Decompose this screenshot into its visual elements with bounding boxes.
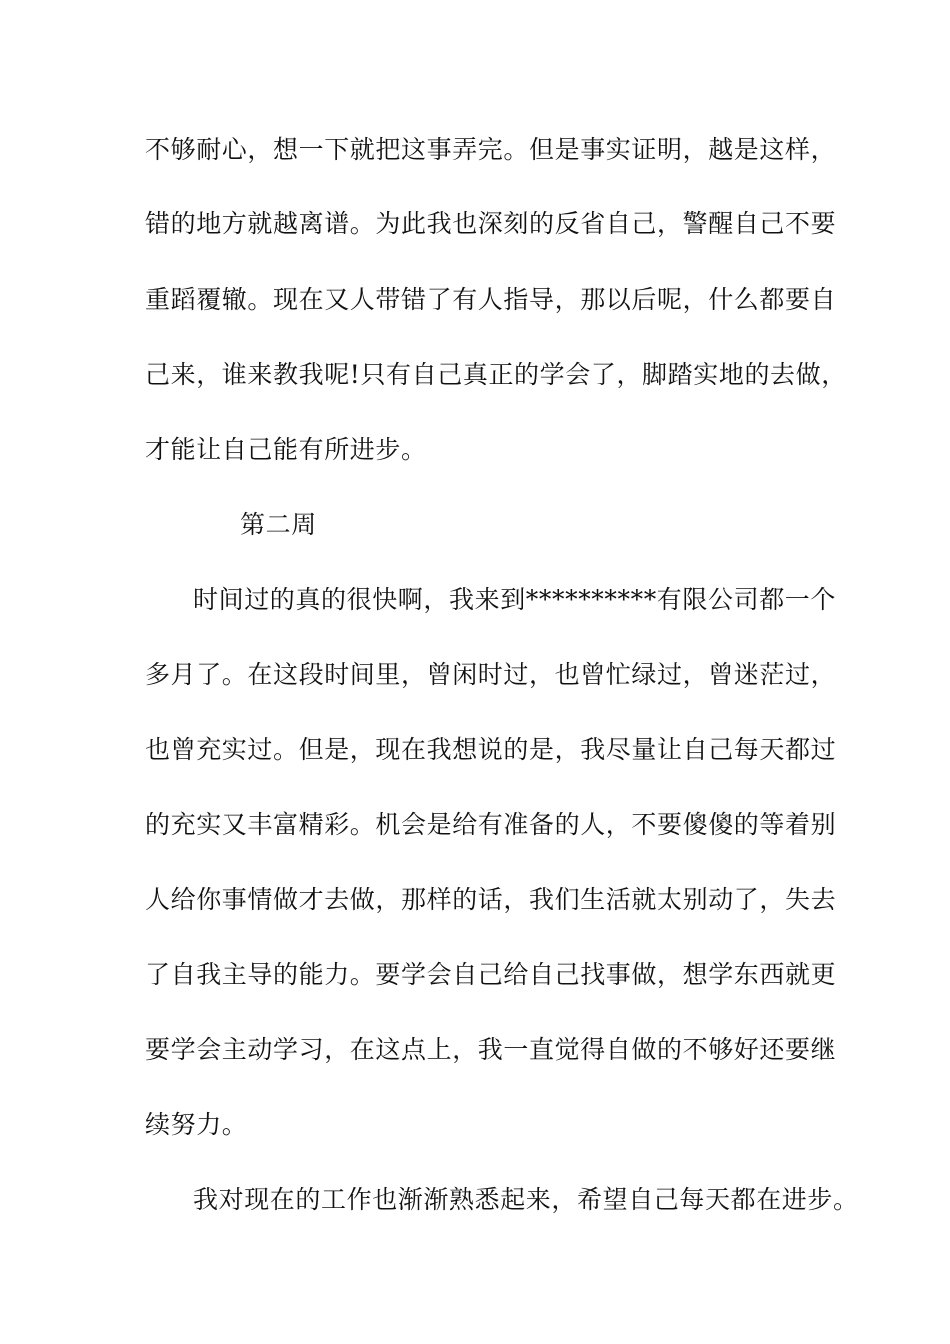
paragraph-line: 多月了。在这段时间里，曾闲时过，也曾忙绿过，曾迷茫过， [145,660,837,689]
paragraph-line: 续努力。 [145,1110,248,1139]
paragraph-line: 才能让自己能有所进步。 [145,435,427,464]
section-heading: 第二周 [240,510,317,539]
paragraph-line: 要学会主动学习，在这点上，我一直觉得自做的不够好还要继 [145,1035,837,1064]
paragraph-line: 时间过的真的很快啊，我来到**********有限公司都一个 [193,585,837,614]
paragraph-line: 人给你事情做才去做，那样的话，我们生活就太别动了，失去 [145,885,837,914]
paragraph-line: 也曾充实过。但是，现在我想说的是，我尽量让自己每天都过 [145,735,837,764]
paragraph-line: 的充实又丰富精彩。机会是给有准备的人，不要傻傻的等着别 [145,810,837,839]
paragraph-line: 我对现在的工作也渐渐熟悉起来，希望自己每天都在进步。 [193,1185,859,1214]
paragraph-line: 错的地方就越离谱。为此我也深刻的反省自己，警醒自己不要 [145,209,837,238]
paragraph-line: 不够耐心，想一下就把这事弄完。但是事实证明，越是这样， [145,135,837,164]
paragraph-line: 己来，谁来教我呢!只有自己真正的学会了，脚踏实地的去做， [145,360,847,389]
paragraph-line: 了自我主导的能力。要学会自己给自己找事做，想学东西就更 [145,960,837,989]
paragraph-line: 重蹈覆辙。现在又人带错了有人指导，那以后呢，什么都要自 [145,285,837,314]
